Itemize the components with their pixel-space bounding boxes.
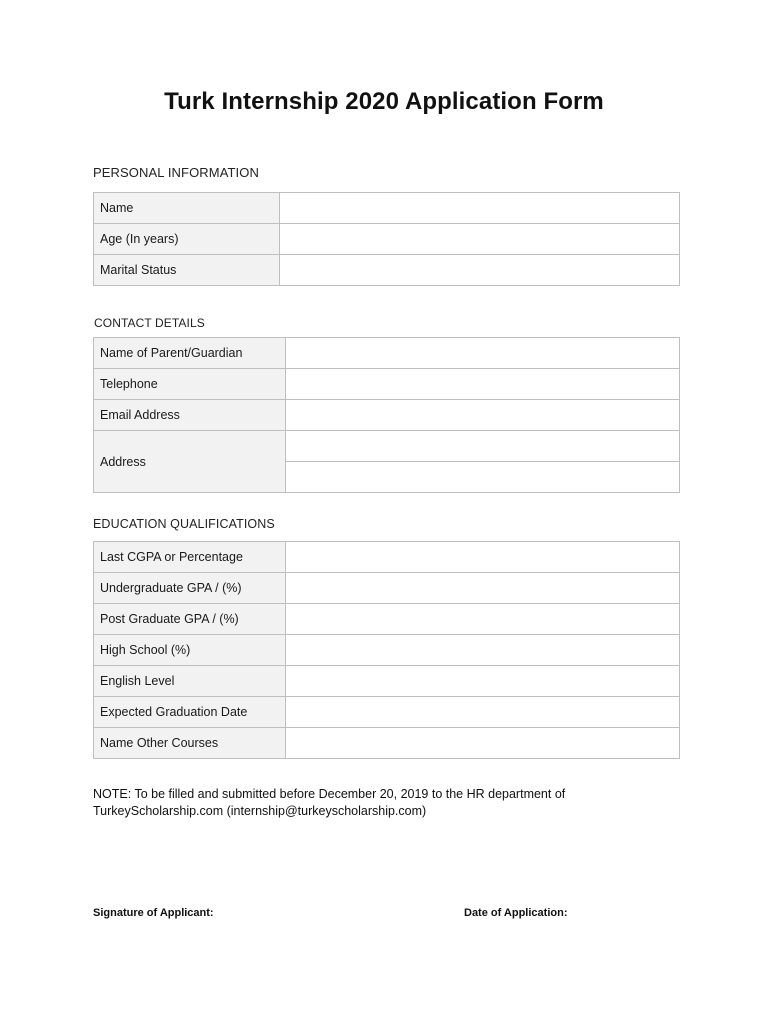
signature-of-applicant-label: Signature of Applicant: — [93, 907, 214, 919]
table-row — [94, 431, 680, 462]
name-field[interactable] — [280, 193, 680, 224]
expected-graduation-date-label: Expected Graduation Date — [94, 697, 286, 728]
address-line1-field[interactable] — [286, 431, 680, 462]
marital-status-label: Marital Status — [94, 255, 280, 286]
table-row — [94, 573, 680, 604]
post-graduate-gpa-label: Post Graduate GPA / (%) — [94, 604, 286, 635]
age-label: Age (In years) — [94, 224, 280, 255]
expected-graduation-date-field[interactable] — [286, 697, 680, 728]
last-cgpa-label: Last CGPA or Percentage — [94, 542, 286, 573]
email-address-label: Email Address — [94, 400, 286, 431]
table-row — [94, 604, 680, 635]
table-row — [94, 400, 680, 431]
address-label: Address — [94, 431, 286, 493]
other-courses-field[interactable] — [286, 728, 680, 759]
parent-guardian-label: Name of Parent/Guardian — [94, 338, 286, 369]
education-qualifications-heading: EDUCATION QUALIFICATIONS — [93, 517, 275, 531]
table-row — [94, 542, 680, 573]
english-level-label: English Level — [94, 666, 286, 697]
name-label: Name — [94, 193, 280, 224]
education-qualifications-table — [93, 541, 680, 759]
note-line-1: NOTE: To be filled and submitted before December 20, 2019 to the HR department of — [93, 787, 566, 801]
post-graduate-gpa-field[interactable] — [286, 604, 680, 635]
undergraduate-gpa-field[interactable] — [286, 573, 680, 604]
email-address-field[interactable] — [286, 400, 680, 431]
high-school-label: High School (%) — [94, 635, 286, 666]
table-row — [94, 666, 680, 697]
note-line-2: TurkeyScholarship.com (internship@turkeyscholarship.com) — [93, 804, 427, 818]
marital-status-field[interactable] — [280, 255, 680, 286]
parent-guardian-field[interactable] — [286, 338, 680, 369]
undergraduate-gpa-label: Undergraduate GPA / (%) — [94, 573, 286, 604]
personal-information-heading: PERSONAL INFORMATION — [93, 165, 259, 180]
telephone-label: Telephone — [94, 369, 286, 400]
other-courses-label: Name Other Courses — [94, 728, 286, 759]
last-cgpa-field[interactable] — [286, 542, 680, 573]
table-row — [94, 193, 680, 224]
table-row — [94, 369, 680, 400]
table-row — [94, 697, 680, 728]
table-row — [94, 255, 680, 286]
form-title: Turk Internship 2020 Application Form — [164, 88, 604, 115]
date-of-application-label: Date of Application: — [464, 907, 568, 919]
age-field[interactable] — [280, 224, 680, 255]
table-row — [94, 338, 680, 369]
contact-details-heading: CONTACT DETAILS — [94, 316, 205, 330]
submission-note — [93, 786, 653, 820]
table-row — [94, 224, 680, 255]
english-level-field[interactable] — [286, 666, 680, 697]
table-row — [94, 635, 680, 666]
table-row — [94, 728, 680, 759]
high-school-field[interactable] — [286, 635, 680, 666]
address-line2-field[interactable] — [286, 462, 680, 493]
telephone-field[interactable] — [286, 369, 680, 400]
contact-details-table — [93, 337, 680, 493]
personal-information-table — [93, 192, 680, 286]
